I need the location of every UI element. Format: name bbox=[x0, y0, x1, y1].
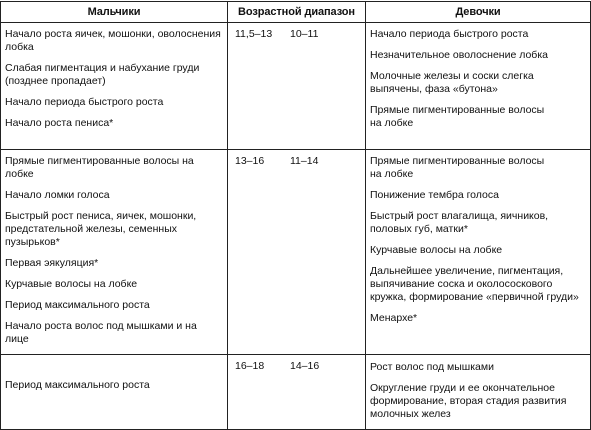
boys-item: Начало роста яичек, мошонки, оволоснения лобка bbox=[5, 28, 221, 53]
girls-item: Молочные железы и соски слегка выпячены, фаза «бутона» bbox=[370, 70, 534, 95]
girls-item: Рост волос под мышками bbox=[370, 361, 494, 373]
age-cell bbox=[228, 23, 366, 150]
girls-item: Курчавые волосы на лобке bbox=[370, 244, 503, 256]
boys-item: Начало периода быстрого роста bbox=[5, 96, 164, 108]
boys-item: Первая эякуляция* bbox=[5, 257, 99, 269]
boys-item: Прямые пигментированные волосы на лобке bbox=[5, 155, 194, 180]
girls-item: Начало периода быстрого роста bbox=[370, 28, 529, 40]
age-girls: 10–11 bbox=[290, 28, 319, 40]
boys-cell bbox=[1, 150, 228, 355]
table-row-group-1 bbox=[1, 23, 591, 150]
girls-item: Дальнейшее увеличение, пигментация, выпячивание соска и околососкового кружка, формирование «первичной груди» bbox=[370, 265, 579, 303]
header-age-range: Возрастной диапазон bbox=[228, 2, 366, 23]
age-girls: 11–14 bbox=[290, 155, 319, 167]
boys-item: Период максимального роста bbox=[5, 299, 150, 311]
age-cell bbox=[228, 355, 366, 430]
girls-cell bbox=[366, 150, 591, 355]
girls-item: Округление груди и ее окончательное формирование, вторая стадия развития молочных желез bbox=[370, 382, 567, 420]
girls-item: Менархе* bbox=[370, 312, 418, 324]
girls-item: Понижение тембра голоса bbox=[370, 189, 499, 201]
header-girls: Девочки bbox=[366, 2, 591, 23]
boys-item: Начало роста пениса* bbox=[5, 117, 114, 129]
age-boys: 13–16 bbox=[235, 155, 265, 167]
boys-item: Период максимального роста bbox=[5, 379, 150, 391]
girls-item: Прямые пигментированные волосы на лобке bbox=[370, 104, 545, 129]
boys-cell bbox=[1, 355, 228, 430]
age-cell bbox=[228, 150, 366, 355]
boys-cell bbox=[1, 23, 228, 150]
girls-cell bbox=[366, 23, 591, 150]
girls-item: Быстрый рост влагалища, яичников, половых губ, матки* bbox=[370, 210, 549, 235]
table-row-group-2 bbox=[1, 150, 591, 355]
age-boys: 16–18 bbox=[235, 360, 265, 372]
puberty-stages-table bbox=[0, 1, 591, 430]
boys-item: Начало ломки голоса bbox=[5, 189, 110, 201]
age-girls: 14–16 bbox=[290, 360, 320, 372]
girls-item: Незначительное оволоснение лобка bbox=[370, 49, 548, 61]
table-row-group-3 bbox=[1, 355, 591, 430]
header-boys: Мальчики bbox=[1, 2, 228, 23]
table-header-row bbox=[1, 2, 591, 23]
age-boys: 11,5–13 bbox=[235, 28, 273, 40]
boys-item: Слабая пигментация и набухание груди (позднее пропадает) bbox=[5, 62, 200, 87]
boys-item: Курчавые волосы на лобке bbox=[5, 278, 138, 290]
girls-item: Прямые пигментированные волосы на лобке bbox=[370, 155, 545, 180]
girls-cell bbox=[366, 355, 591, 430]
boys-item: Быстрый рост пениса, яичек, мошонки, предстательной железы, семенных пузырьков* bbox=[5, 210, 197, 248]
boys-item: Начало роста волос под мышками и на лице bbox=[5, 320, 197, 345]
